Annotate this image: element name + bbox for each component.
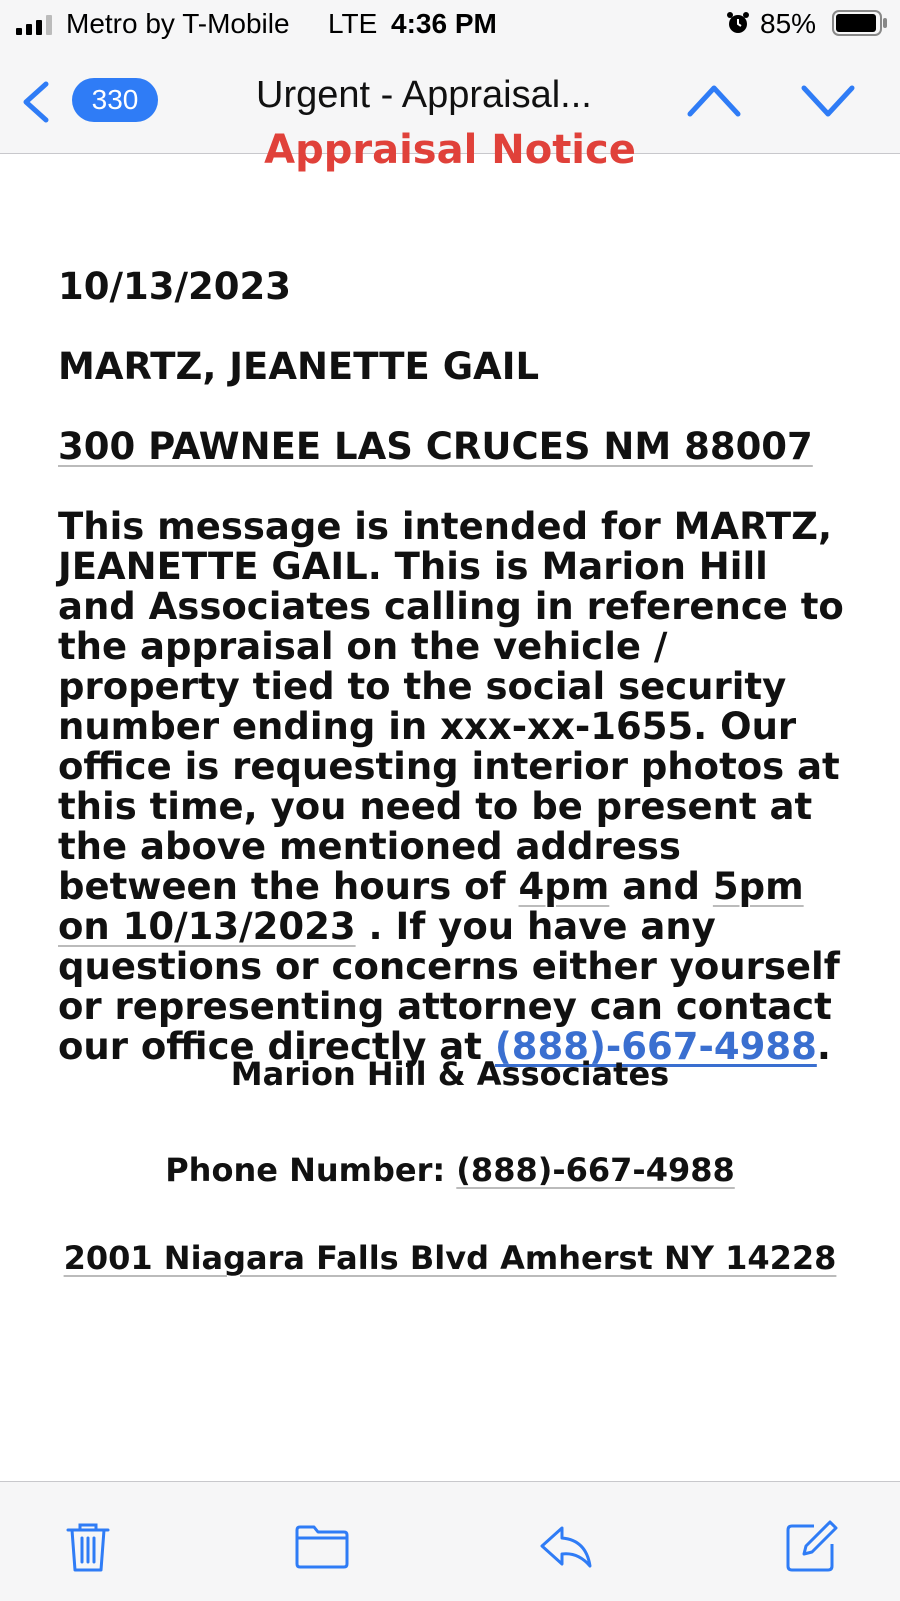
- phone-link[interactable]: (888)-667-4988: [494, 1025, 817, 1068]
- compose-icon[interactable]: [784, 1518, 840, 1574]
- chevron-down-icon[interactable]: [800, 80, 856, 120]
- back-chevron-icon[interactable]: [16, 78, 56, 126]
- trash-icon[interactable]: [60, 1518, 116, 1574]
- signature-address-line: [0, 1239, 900, 1277]
- status-bar: [0, 0, 900, 50]
- network-label: LTE: [328, 8, 378, 39]
- battery-percent: 85%: [760, 8, 817, 39]
- battery-icon: [832, 10, 888, 36]
- time-start-link[interactable]: 4pm: [518, 865, 610, 908]
- email-heading: Appraisal Notice: [264, 127, 636, 173]
- message-paragraph: [58, 507, 858, 1067]
- signature-phone-link[interactable]: (888)-667-4988: [456, 1151, 735, 1189]
- bottom-toolbar: [0, 1481, 900, 1601]
- message-text-3: . If you have any questions or concerns either yourself or representing attorney can contact our office directly at: [58, 905, 840, 1068]
- carrier-label: Metro by T-Mobile: [66, 8, 290, 39]
- appointment-date-link[interactable]: 5pm on 10/13/2023: [58, 865, 804, 948]
- unread-count-badge[interactable]: 330: [72, 78, 158, 122]
- alarm-icon: [726, 11, 750, 35]
- recipient-name: MARTZ, JEANETTE GAIL: [58, 345, 540, 388]
- recipient-address[interactable]: [58, 427, 858, 467]
- folder-icon[interactable]: [294, 1518, 350, 1574]
- phone-label: Phone Number:: [165, 1151, 457, 1189]
- signal-icon: [16, 15, 56, 35]
- message-text-1: This message is intended for MARTZ, JEANETTE GAIL. This is Marion Hill and Associates calling in reference to the appraisal on the vehicle / property tied to the social security number ending in xxx-xx-1655. Our office is requesting interior photos at this time, you need to be present at the above mentioned address between the hours of: [58, 505, 844, 908]
- email-subject-title: Urgent - Appraisal...: [256, 74, 592, 116]
- message-text-2: and: [609, 865, 713, 908]
- signature-company: Marion Hill & Associates: [230, 1055, 670, 1093]
- signature-address-link[interactable]: 2001 Niagara Falls Blvd Amherst NY 14228: [63, 1239, 837, 1277]
- email-body[interactable]: [0, 127, 900, 1481]
- chevron-up-icon[interactable]: [686, 80, 742, 120]
- reply-icon[interactable]: [538, 1518, 594, 1574]
- recipient-address-text[interactable]: 300 PAWNEE LAS CRUCES NM 88007: [58, 425, 813, 468]
- letter-date: 10/13/2023: [58, 265, 291, 308]
- clock: 4:36 PM: [391, 8, 497, 39]
- message-text-4: .: [816, 1025, 831, 1068]
- signature-phone-line: [0, 1151, 900, 1189]
